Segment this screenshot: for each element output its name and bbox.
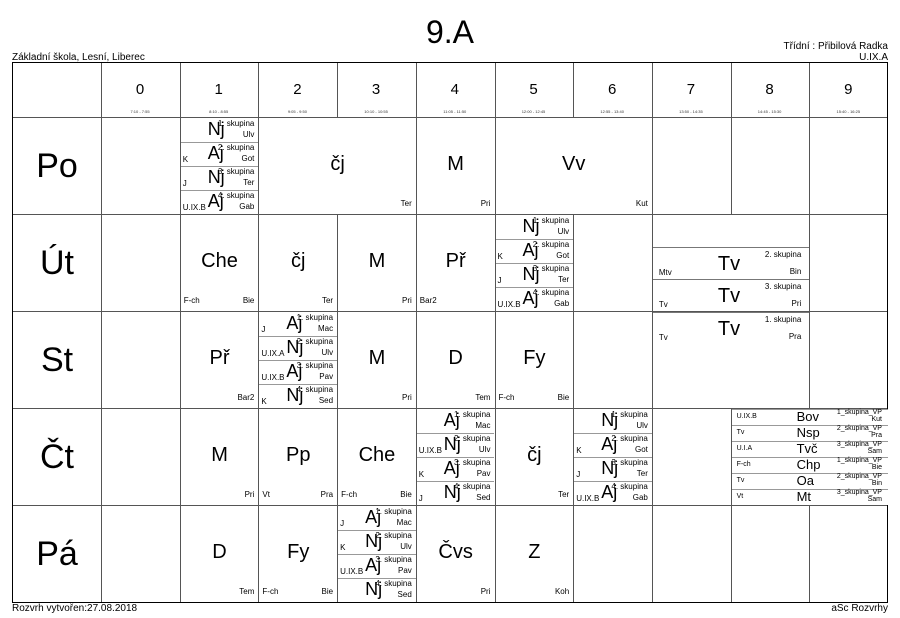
group-room: K [418, 470, 425, 479]
group-divider [653, 279, 809, 280]
group-divider [653, 247, 809, 248]
tv-subject: Tv [717, 285, 741, 307]
lesson-cell[interactable] [181, 312, 259, 408]
lesson-cell[interactable] [338, 409, 416, 505]
lesson-subject: Čvs [438, 541, 473, 563]
group-teacher: Ulv [478, 445, 491, 454]
lesson-teacher: Koh [554, 587, 570, 596]
group-room: J [340, 519, 345, 528]
tv-room: Mtv [658, 268, 672, 277]
group-room: K [497, 252, 503, 261]
lesson-cell[interactable] [181, 215, 259, 311]
group-subject: Aj [443, 458, 460, 478]
group-subject: Aj [286, 361, 303, 381]
group-subject: Nj [443, 482, 461, 502]
period-number: 0 [135, 81, 145, 98]
lesson-teacher: Bie [557, 393, 570, 402]
lesson-room: F-ch [341, 490, 358, 499]
group-label: 4. skupina [611, 482, 648, 491]
lesson-teacher: Ter [400, 199, 412, 208]
group-room: J [497, 276, 502, 285]
period-time: 13:50 - 14:35 [679, 109, 703, 114]
lesson-cell[interactable] [417, 506, 495, 602]
tv-room: Tv [658, 300, 668, 309]
period-time: 12:55 - 13:40 [600, 109, 624, 114]
lesson-teacher: Bie [242, 296, 255, 305]
group-teacher: Sed [397, 590, 412, 599]
lesson-subject: Pp [286, 444, 311, 466]
group-room: J [418, 494, 423, 503]
lesson-subject: M [368, 347, 386, 369]
column-divider [809, 63, 810, 602]
group-subject: Nj [207, 167, 225, 187]
vp-group: 1_skupina_VP [836, 409, 882, 416]
group-label: 1. skupina [217, 119, 255, 128]
vp-subject: Oa [796, 473, 814, 488]
lesson-room: F-ch [183, 296, 200, 305]
group-teacher: Ulv [242, 130, 255, 139]
period-number: 7 [686, 81, 696, 98]
group-subject: Nj [443, 434, 461, 454]
group-label: 1. skupina [296, 313, 334, 322]
day-label: Út [40, 244, 74, 282]
group-label: 2. skupina [611, 434, 648, 443]
lesson-cell[interactable] [496, 506, 574, 602]
tv-subject: Tv [717, 253, 741, 275]
group-teacher: Mac [396, 518, 412, 527]
group-subject: Aj [443, 410, 460, 430]
group-room: U.IX.B [418, 446, 442, 455]
lesson-teacher: Pri [244, 490, 255, 499]
group-room: U.IX.B [182, 203, 206, 212]
day-label: Pá [36, 535, 78, 573]
period-time: 7:10 - 7:55 [130, 109, 150, 114]
group-label: 4. skupina [217, 191, 255, 200]
group-subject: Nj [286, 385, 304, 405]
period-number: 9 [844, 81, 853, 98]
group-label: 1. skupina [454, 410, 491, 419]
group-teacher: Ulv [557, 227, 570, 236]
timetable-grid [12, 62, 888, 603]
lesson-cell[interactable] [417, 118, 495, 214]
group-teacher: Pav [476, 469, 491, 478]
school-name: Základní škola, Lesní, Liberec [12, 52, 145, 63]
lesson-subject: Che [358, 444, 396, 466]
group-subject: Nj [601, 458, 619, 478]
period-time: 12:00 - 12:45 [521, 109, 546, 114]
group-teacher: Got [634, 445, 648, 454]
period-time: 10:10 - 10:55 [364, 109, 388, 114]
group-subject: Nj [207, 119, 225, 139]
period-time: 15:40 - 16:25 [836, 109, 861, 114]
vp-subject: Chp [796, 457, 821, 472]
period-number: 4 [450, 81, 459, 98]
group-teacher: Ulv [321, 348, 334, 357]
group-teacher: Ter [558, 275, 570, 284]
day-label: St [40, 341, 74, 379]
lesson-subject: Vv [562, 153, 586, 175]
group-subject: Aj [365, 507, 382, 527]
class-teacher [784, 41, 889, 63]
lesson-cell[interactable] [496, 118, 652, 214]
period-number: 3 [371, 81, 381, 98]
lesson-subject: Che [201, 250, 238, 272]
group-label: 4. skupina [532, 288, 570, 297]
group-label: 1. skupina [532, 216, 570, 225]
group-label: 3. skupina [375, 555, 412, 564]
lesson-subject: Fy [523, 347, 546, 369]
group-subject: Nj [601, 410, 619, 430]
lesson-cell[interactable] [653, 312, 809, 408]
group-room: K [182, 155, 189, 164]
lesson-room: Vt [262, 490, 270, 499]
vp-subject: Bov [796, 409, 819, 424]
lesson-teacher: Pra [320, 490, 334, 499]
vp-subject: Nsp [796, 425, 820, 440]
lesson-teacher: Tem [475, 393, 491, 402]
period-time: 11:05 - 11:50 [443, 109, 467, 114]
period-number: 5 [529, 81, 538, 98]
class-teacher-name: Třídní : Přibilová Radka [783, 41, 888, 52]
tv-group: 2. skupina [764, 250, 802, 259]
group-teacher: Gab [554, 299, 570, 308]
group-teacher: Got [241, 154, 255, 163]
lesson-cell[interactable] [496, 215, 574, 311]
group-label: 3. skupina [532, 264, 570, 273]
group-label: 1. skupina [375, 507, 412, 516]
lesson-cell[interactable] [496, 312, 574, 408]
lesson-teacher: Pri [402, 393, 412, 402]
group-room: J [182, 179, 187, 188]
group-label: 3. skupina [611, 458, 648, 467]
group-teacher: Ulv [636, 421, 648, 430]
group-label: 2. skupina [375, 531, 412, 540]
period-time: 8:10 - 8:55 [209, 109, 229, 114]
lesson-cell[interactable] [417, 312, 495, 408]
lesson-cell[interactable] [259, 215, 337, 311]
group-teacher: Sed [318, 396, 334, 405]
lesson-subject: čj [527, 444, 542, 466]
lesson-subject: M [211, 444, 228, 466]
vp-teacher: Bie [871, 464, 882, 471]
group-teacher: Got [556, 251, 570, 260]
period-time: 9:05 - 9:50 [287, 109, 307, 114]
lesson-room: F-ch [262, 587, 279, 596]
group-subject: Aj [601, 434, 618, 454]
day-label: Čt [40, 438, 74, 476]
group-teacher: Pav [397, 566, 412, 575]
lesson-subject: čj [330, 153, 345, 175]
group-subject: Aj [207, 143, 224, 163]
group-subject: Aj [522, 240, 539, 260]
group-label: 4. skupina [454, 482, 491, 491]
vp-subject: Mt [796, 489, 812, 504]
group-teacher: Sed [476, 493, 491, 502]
group-label: 3. skupina [296, 361, 334, 370]
lesson-teacher: Pri [480, 587, 491, 596]
lesson-subject: D [212, 541, 227, 563]
lesson-cell[interactable] [259, 506, 337, 602]
class-code: U.IX.A [859, 52, 888, 63]
group-room: U.IX.B [340, 567, 364, 576]
group-teacher: Mac [475, 421, 491, 430]
software-credit: aSc Rozvrhy [831, 603, 888, 614]
lesson-teacher: Bie [400, 490, 412, 499]
lesson-teacher: Bie [321, 587, 334, 596]
group-room: U.IX.A [261, 349, 285, 358]
vp-room: F-ch [736, 461, 751, 468]
group-room: K [340, 543, 346, 552]
group-label: 2. skupina [454, 434, 491, 443]
group-subject: Nj [522, 264, 540, 284]
group-divider [653, 312, 809, 313]
lesson-cell[interactable] [574, 409, 652, 505]
group-subject: Aj [365, 555, 382, 575]
vp-group: 2_skupina_VP [836, 473, 882, 480]
group-label: 3. skupina [217, 167, 255, 176]
vp-group: 3_skupina_VP [836, 441, 882, 448]
group-subject: Aj [601, 482, 618, 502]
group-subject: Nj [522, 216, 540, 236]
lesson-cell[interactable] [338, 506, 416, 602]
lesson-subject: Př [445, 250, 466, 272]
lesson-cell[interactable] [496, 409, 574, 505]
lesson-subject: Př [209, 347, 230, 369]
lesson-subject: D [448, 347, 463, 369]
group-subject: Aj [522, 288, 539, 308]
group-subject: Nj [365, 579, 383, 599]
day-label: Po [36, 147, 78, 185]
group-room: J [576, 470, 581, 479]
period-number: 8 [765, 81, 774, 98]
period-number: 1 [214, 81, 223, 98]
tv-teacher: Pra [788, 332, 802, 341]
lesson-subject: M [447, 153, 464, 175]
group-subject: Aj [286, 313, 303, 333]
lesson-teacher: Kut [635, 199, 648, 208]
lesson-cell[interactable] [653, 215, 809, 311]
group-label: 2. skupina [532, 240, 570, 249]
tv-subject: Tv [717, 318, 741, 340]
column-divider [101, 63, 102, 602]
vp-group: 1_skupina_VP [836, 457, 882, 464]
group-label: 1. skupina [611, 410, 648, 419]
page-title: 9.A [425, 14, 475, 50]
vp-room: U.I.A [736, 445, 753, 452]
group-teacher: Ter [243, 178, 255, 187]
vp-subject: Tvč [796, 441, 818, 456]
group-label: 4. skupina [375, 579, 412, 588]
group-teacher: Gab [632, 493, 648, 502]
group-teacher: Mac [317, 324, 334, 333]
vp-room: Tv [736, 477, 745, 484]
group-subject: Nj [286, 337, 304, 357]
group-label: 2. skupina [296, 337, 334, 346]
lesson-cell[interactable] [732, 409, 888, 505]
lesson-teacher: Ter [321, 296, 334, 305]
tv-group: 1. skupina [764, 315, 802, 324]
group-label: 2. skupina [217, 143, 255, 152]
lesson-subject: Fy [287, 541, 310, 563]
group-room: K [576, 446, 582, 455]
vp-teacher: Sam [867, 496, 882, 503]
group-room: J [261, 325, 266, 334]
group-teacher: Gab [239, 202, 255, 211]
tv-teacher: Pri [791, 299, 802, 308]
group-label: 3. skupina [454, 458, 491, 467]
lesson-cell[interactable] [338, 312, 416, 408]
vp-room: U.IX.B [736, 413, 757, 420]
vp-teacher: Bin [871, 480, 882, 487]
group-room: U.IX.B [576, 494, 600, 503]
lesson-room: F-ch [498, 393, 515, 402]
group-room: K [261, 397, 267, 406]
lesson-cell[interactable] [259, 409, 337, 505]
vp-room: Tv [736, 429, 745, 436]
lesson-subject: čj [291, 250, 306, 272]
lesson-teacher: Ter [558, 490, 570, 499]
group-teacher: Ulv [400, 542, 412, 551]
period-time: 14:45 - 15:30 [757, 109, 782, 114]
lesson-cell[interactable] [259, 312, 337, 408]
group-teacher: Ter [636, 469, 648, 478]
lesson-teacher: Tem [239, 587, 255, 596]
lesson-teacher: Pri [402, 296, 412, 305]
vp-teacher: Sam [867, 448, 882, 455]
vp-group: 3_skupina_VP [836, 489, 882, 496]
lesson-room: Bar2 [419, 296, 437, 305]
lesson-cell[interactable] [181, 506, 259, 602]
lesson-teacher: Bar2 [237, 393, 255, 402]
tv-group: 3. skupina [764, 282, 802, 291]
group-teacher: Pav [319, 372, 334, 381]
tv-room: Tv [658, 333, 668, 342]
group-subject: Aj [207, 191, 224, 211]
vp-group: 2_skupina_VP [836, 425, 882, 432]
group-room: U.IX.B [497, 300, 521, 309]
tv-teacher: Bin [789, 267, 802, 276]
lesson-cell[interactable] [181, 118, 259, 214]
created-date: Rozvrh vytvořen:27.08.2018 [12, 603, 138, 614]
group-subject: Nj [365, 531, 383, 551]
vp-teacher: Kut [871, 416, 882, 423]
period-number: 2 [293, 81, 302, 98]
lesson-cell[interactable] [417, 215, 495, 311]
lesson-cell[interactable] [417, 409, 495, 505]
vp-room: Vt [736, 493, 744, 500]
period-number: 6 [608, 81, 617, 98]
lesson-cell[interactable] [181, 409, 259, 505]
lesson-teacher: Pri [480, 199, 491, 208]
lesson-subject: M [368, 250, 386, 272]
vp-teacher: Pra [871, 432, 882, 439]
lesson-cell[interactable] [338, 215, 416, 311]
group-label: 4. skupina [296, 385, 334, 394]
lesson-cell[interactable] [259, 118, 415, 214]
group-room: U.IX.B [261, 373, 285, 382]
lesson-subject: Z [528, 541, 541, 563]
